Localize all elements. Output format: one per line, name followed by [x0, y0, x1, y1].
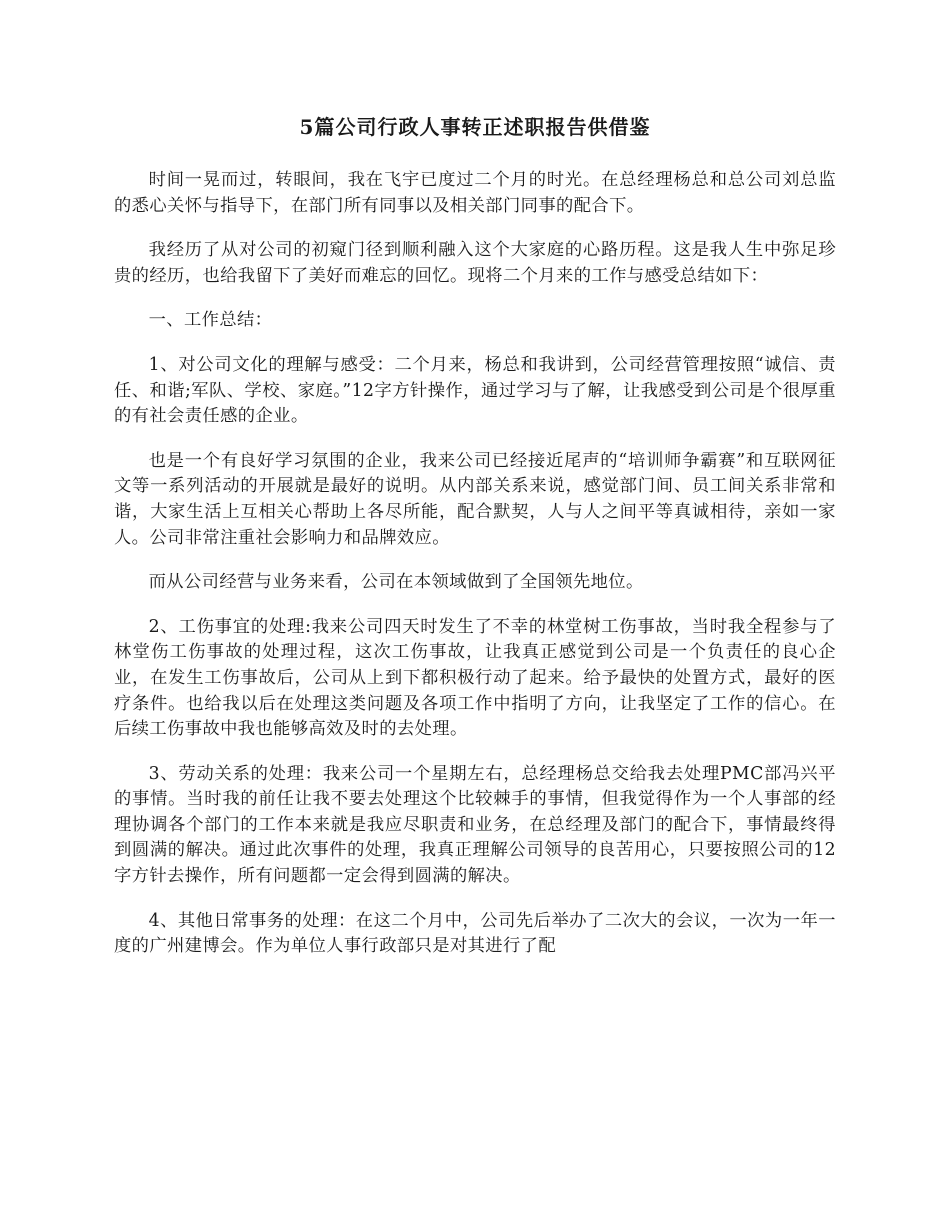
- paragraph-business-position: 而从公司经营与业务来看，公司在本领域做到了全国领先地位。: [148, 572, 644, 593]
- section-heading-work-summary: 一、工作总结：: [148, 310, 273, 331]
- paragraph-company-culture: 1、对公司文化的理解与感受：二个月来，杨总和我讲到，公司经营管理按照“诚信、责任、和谐;军队、学校、家庭。”12字方针操作，通过学习与了解，让我感受到公司是个很厚重的有社会责任感的企业。: [114, 354, 836, 427]
- paragraph-labor-relations: 3、劳动关系的处理：我来公司一个星期左右，总经理杨总交给我去处理PMC部冯兴平的事情。当时我的前任让我不要去处理这个比较棘手的事情，但我觉得作为一个人事部的经理协调各个部门的工作本来就是我应尽职责和业务，在总经理及部门的配合下，事情最终得到圆满的解决。通过此次事件的处理，我真正理解公司领导的良苦用心，只要按照公司的12字方针去操作，所有问题都一定会得到圆满的解决。: [114, 763, 836, 887]
- document-title: 5篇公司行政人事转正述职报告供借鉴: [299, 115, 651, 139]
- paragraph-experience: 我经历了从对公司的初窥门径到顺利融入这个大家庭的心路历程。这是我人生中弥足珍贵的经历，也给我留下了美好而难忘的回忆。现将二个月来的工作与感受总结如下：: [114, 240, 836, 286]
- paragraph-work-injury: 2、工伤事宜的处理:我来公司四天时发生了不幸的林堂树工伤事故，当时我全程参与了林堂伤工伤事故的处理过程，这次工伤事故，让我真正感觉到公司是一个负责任的良心企业，在发生工伤事故后，公司从上到下都积极行动了起来。给予最快的处置方式，最好的医疗条件。也给我以后在处理这类问题及各项工作中指明了方向，让我坚定了工作的信心。在后续工伤事故中我也能够高效及时的去处理。: [114, 616, 836, 740]
- paragraph-learning-atmosphere: 也是一个有良好学习氛围的企业，我来公司已经接近尾声的“培训师争霸赛”和互联网征文等一系列活动的开展就是最好的说明。从内部关系来说，感觉部门间、员工间关系非常和谐，大家生活上互相关心帮助上各尽所能，配合默契，人与人之间平等真诚相待，亲如一家人。公司非常注重社会影响力和品牌效应。: [114, 450, 836, 548]
- paragraph-intro: 时间一晃而过，转眼间，我在飞宇已度过二个月的时光。在总经理杨总和总公司刘总监的悉心关怀与指导下，在部门所有同事以及相关部门同事的配合下。: [114, 170, 836, 216]
- document-page: [114, 112, 836, 979]
- paragraph-daily-affairs: 4、其他日常事务的处理：在这二个月中，公司先后举办了二次大的会议，一次为一年一度的广州建博会。作为单位人事行政部只是对其进行了配: [114, 910, 836, 957]
